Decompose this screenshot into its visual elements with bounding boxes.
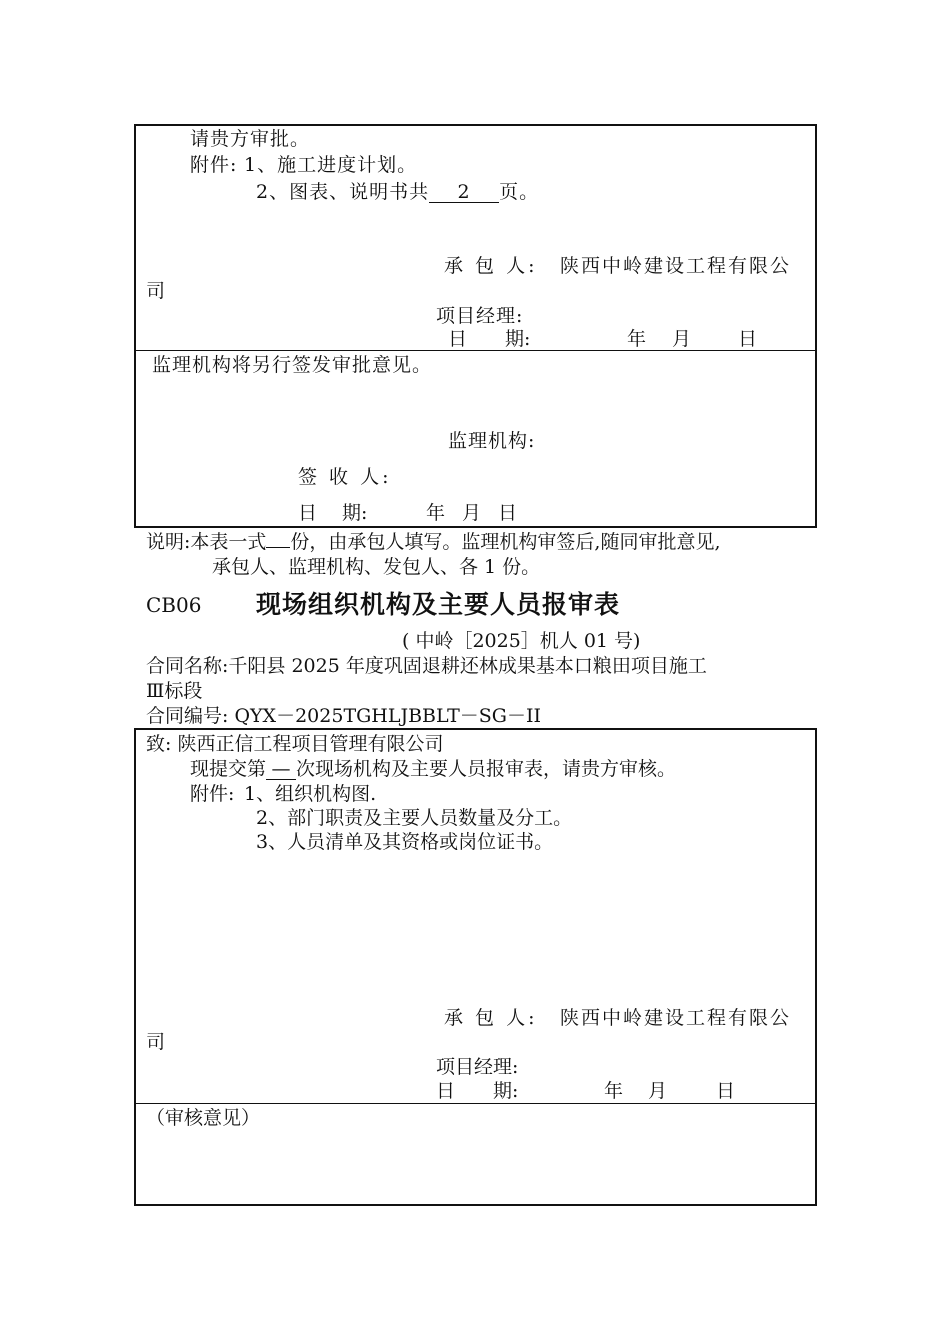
- form2-attach2: 2、部门职责及主要人员数量及分工。: [256, 807, 573, 829]
- form1-sup-date-month: 月: [462, 502, 482, 524]
- form2-date-label: 日 期:: [436, 1080, 519, 1102]
- form2-title: 现场组织机构及主要人员报审表: [256, 590, 621, 619]
- form2-submit-prefix: 现提交第: [190, 758, 267, 780]
- note-copies-blank: [266, 547, 290, 548]
- form2-contractor-name: 陕西中岭建设工程有限公: [560, 1007, 792, 1029]
- form2-submit-suffix: 次现场机构及主要人员报审表，请贵方审核。: [296, 758, 677, 780]
- form1-attach2-pages: 2: [429, 182, 499, 203]
- form2-contractor-name-wrap: 司: [146, 1031, 166, 1053]
- form1-attach2-suffix: 页。: [499, 181, 540, 203]
- form1-sup-date-year: 年: [426, 502, 446, 524]
- form1-date-year: 年: [627, 328, 647, 350]
- note-line2: 承包人、监理机构、发包人、各 1 份。: [212, 556, 541, 578]
- form1-attach2-prefix: 2、图表、说明书共: [256, 181, 430, 203]
- form2-attach1: 1、组织机构图.: [244, 783, 377, 805]
- form1-attach-prefix: 附件:: [190, 154, 238, 176]
- form2-submit-line: [190, 757, 676, 781]
- form2-code: CB06: [146, 593, 202, 617]
- form2-date-month: 月: [648, 1080, 668, 1102]
- form1-date-label: 日 期:: [448, 328, 531, 350]
- form2-attach3: 3、人员清单及其资格或岗位证书。: [256, 831, 554, 853]
- form2-contract-no: 合同编号: QYX－2025TGHLJBBLT－SG－II: [146, 705, 541, 727]
- form1-supervision-note: 监理机构将另行签发审批意见。: [152, 354, 433, 376]
- form1-request-line: 请贵方审批。: [190, 128, 311, 150]
- form2-review-label: （审核意见）: [146, 1107, 261, 1129]
- form1-date-day: 日: [738, 328, 758, 350]
- form1-contractor-name: 陕西中岭建设工程有限公: [560, 255, 792, 277]
- form2-to-line: 致: 陕西正信工程项目管理有限公司: [146, 733, 444, 755]
- form1-date-month: 月: [672, 328, 692, 350]
- form2-date-year: 年: [604, 1080, 624, 1102]
- note-line1-prefix: 说明:本表一式: [146, 531, 267, 553]
- form2-contract-name-line1: 合同名称:千阳县 2025 年度巩固退耕还林成果基本口粮田项目施工: [146, 655, 707, 677]
- form2-attach-prefix: 附件:: [190, 783, 235, 805]
- form2-date-day: 日: [716, 1080, 736, 1102]
- form2-contractor-label: 承 包 人:: [444, 1007, 538, 1029]
- form1-sup-date-label: 日 期:: [298, 502, 368, 524]
- form1-receiver-label: 签 收 人:: [298, 466, 392, 488]
- form1-contractor-label: 承 包 人:: [444, 255, 538, 277]
- form1-contractor-name-wrap: 司: [146, 280, 166, 302]
- form2-table: [134, 728, 817, 1206]
- form2-contract-name-line2: Ⅲ标段: [146, 680, 203, 702]
- form1-supervision-label: 监理机构:: [448, 430, 536, 452]
- note-line1-suffix: 份，由承包人填写。监理机构审签后,随同审批意见,: [290, 531, 721, 553]
- form1-sup-date-day: 日: [498, 502, 518, 524]
- form1-attach1: 1、施工进度计划。: [244, 154, 418, 176]
- form2-submit-blank: —: [266, 759, 296, 780]
- form2-pm-label: 项目经理:: [436, 1056, 519, 1078]
- form2-row-divider: [134, 1103, 817, 1104]
- form2-number: ( 中岭［2025］机人 01 号): [402, 630, 641, 652]
- form1-pm-label: 项目经理:: [436, 305, 524, 327]
- note-line1: [146, 530, 721, 554]
- form1-attach2: [256, 180, 539, 204]
